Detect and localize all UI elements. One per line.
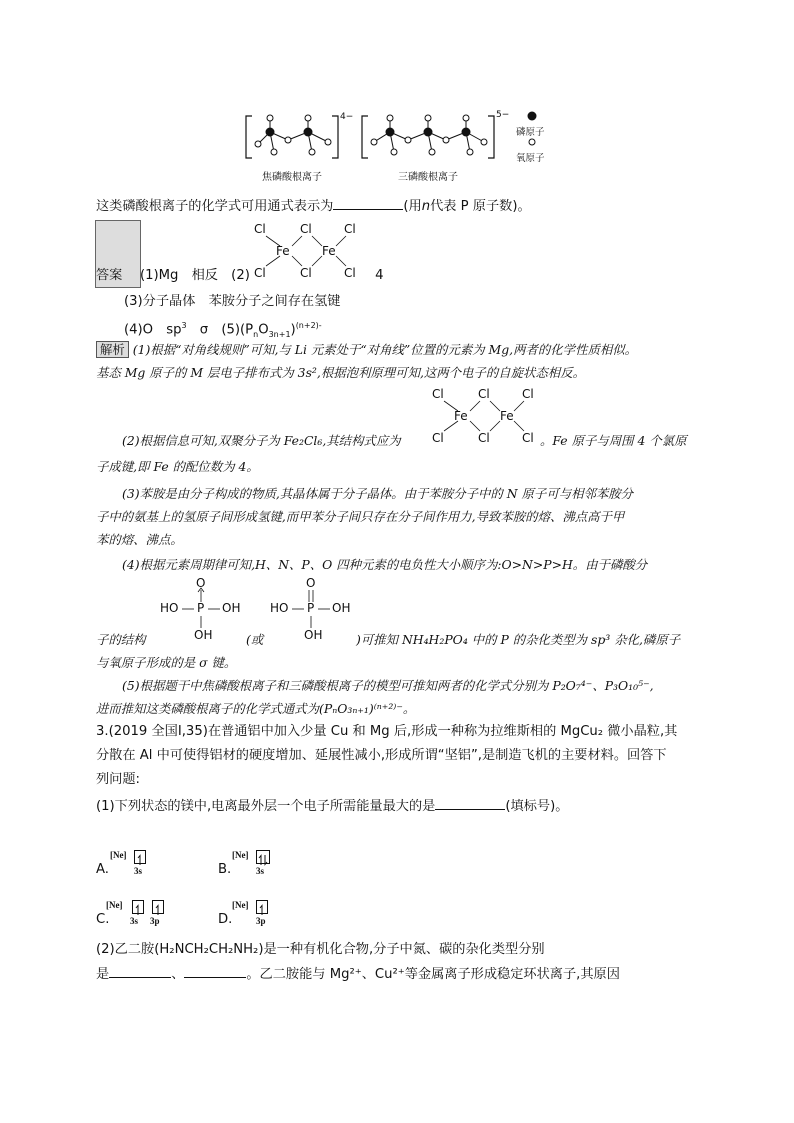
oh-group: OH: [194, 628, 213, 642]
fe-atom: Fe: [500, 409, 514, 423]
pyro-label: 焦磷酸根离子: [262, 172, 322, 183]
cl-atom: Cl: [300, 266, 312, 280]
cl-atom: Cl: [432, 387, 444, 401]
cl-atom: Cl: [344, 266, 356, 280]
option-d-label: D.: [218, 912, 233, 927]
option-a-ne: [Ne]: [110, 850, 127, 860]
q3-sub2-line2: [96, 964, 620, 985]
option-d[interactable]: [218, 896, 298, 930]
orbital-box: [256, 900, 268, 914]
analysis-p3c: 苯的熔、沸点。: [96, 532, 183, 547]
analysis-p1b: 基态 Mg 原子的 M 层电子排布式为 3s²,根据泡利原理可知,这两个电子的自旋状态相反。: [96, 365, 585, 380]
option-c[interactable]: [96, 896, 176, 930]
tri-label: 三磷酸根离子: [398, 172, 458, 183]
option-b-label: B.: [218, 862, 232, 877]
answer-line-2: (3)分子晶体 苯胺分子之间存在氢键: [124, 294, 341, 309]
ho-group: HO: [160, 601, 179, 615]
analysis-p2b: 。Fe 原子与周围 4 个氯原: [540, 433, 687, 448]
orbital-box: [134, 850, 146, 864]
analysis-p4a: (4)根据元素周期律可知,H、N、P、O 四种元素的电负性大小顺序为:O>N>P>H。由于磷酸分: [122, 557, 648, 572]
orbital-box: [132, 900, 144, 914]
answer-4: (4)O sp: [124, 322, 182, 338]
analysis-p5a: (5)根据题干中焦磷酸根离子和三磷酸根离子的模型可推知两者的化学式分别为 P₂O₇⁴⁻、P₃O₁₀⁵⁻,: [122, 678, 654, 693]
legend-o-label: 氧原子: [516, 153, 545, 164]
analysis-tag: 解析: [96, 341, 129, 358]
option-b[interactable]: [218, 846, 298, 880]
sp3-sup: 3: [181, 321, 187, 330]
fe-atom: Fe: [276, 244, 290, 258]
analysis-p4b3: )可推知 NH₄H₂PO₄ 中的 P 的杂化类型为 sp³ 杂化,磷原子: [356, 632, 681, 647]
sub-3n1: 3n+1: [268, 330, 291, 340]
question-suffix2: 代表 P 原子数)。: [430, 199, 531, 214]
q3-sub1-blank[interactable]: [435, 796, 505, 810]
analysis-p5b: 进而推知这类磷酸根离子的化学式通式为(PₙO₃ₙ₊₁)⁽ⁿ⁺²⁾⁻。: [96, 701, 416, 716]
o-atom: O: [306, 576, 316, 590]
option-c-orb2: 3p: [150, 916, 160, 926]
option-b-orb1: 3s: [256, 866, 265, 876]
o-atom: O: [196, 576, 206, 590]
analysis-p1a: [96, 340, 637, 360]
orbital-box: [256, 850, 270, 864]
answer-5c: ): [290, 322, 296, 338]
q3-sub2-sep: 、: [171, 967, 185, 982]
phosphoric-acid-structure-2: [270, 576, 360, 640]
option-a[interactable]: [96, 846, 176, 880]
paired-spin-arrows-icon: [257, 854, 269, 866]
q3-sub1-text: (1)下列状态的镁中,电离最外层一个电子所需能量最大的是: [96, 799, 436, 814]
q3-sub2-blank-c[interactable]: [184, 964, 246, 978]
spin-up-arrow-icon: [153, 904, 163, 916]
cl-atom: Cl: [478, 431, 490, 445]
answer-5b: O: [258, 322, 269, 338]
tri-charge: 5−: [496, 110, 510, 120]
cl-atom: Cl: [344, 222, 356, 236]
cl-atom: Cl: [522, 431, 534, 445]
fe2cl6-structure-analysis: [430, 387, 542, 447]
cl-atom: Cl: [300, 222, 312, 236]
analysis-p4b1: 子的结构: [96, 632, 146, 647]
option-b-ne: [Ne]: [232, 850, 249, 860]
fe2cl6-structure-answer: [250, 222, 362, 282]
fe-atom: Fe: [322, 244, 336, 258]
ho-group: HO: [270, 601, 289, 615]
sub-n: n: [253, 330, 259, 340]
answer-blank[interactable]: [333, 196, 403, 210]
option-a-label: A.: [96, 862, 109, 877]
option-c-ne: [Ne]: [106, 900, 123, 910]
option-d-ne: [Ne]: [232, 900, 249, 910]
phosphate-figure: [240, 108, 560, 186]
option-d-orb2: 3p: [256, 916, 266, 926]
analysis-p2a: (2)根据信息可知,双聚分子为 Fe₂Cl₆,其结构式应为: [122, 433, 401, 448]
question-suffix: (用: [403, 199, 422, 214]
q3-sub1: [96, 796, 568, 817]
q3-sub2-line1: (2)乙二胺(H₂NCH₂CH₂NH₂)是一种有机化合物,分子中氮、碳的杂化类型分别: [96, 942, 545, 957]
option-c-label: C.: [96, 912, 110, 927]
phosphoric-acid-structure-1: [160, 576, 250, 640]
option-a-orb1: 3s: [134, 866, 143, 876]
analysis-p2c: 子成键,即 Fe 的配位数为 4。: [96, 459, 259, 474]
legend-p-label: 磷原子: [516, 127, 545, 138]
cl-atom: Cl: [254, 222, 266, 236]
p-atom: P: [197, 601, 205, 615]
q3-line3: 列问题:: [96, 772, 141, 787]
cl-atom: Cl: [432, 431, 444, 445]
option-c-orb1: 3s: [130, 916, 139, 926]
variable-n: n: [421, 199, 431, 214]
p-atom: P: [307, 601, 315, 615]
question-prefix: 这类磷酸根离子的化学式可用通式表示为: [96, 199, 334, 214]
analysis-p3a: (3)苯胺是由分子构成的物质,其晶体属于分子晶体。由于苯胺分子中的 N 原子可与相邻苯胺分: [122, 486, 634, 501]
analysis-text: (1)根据“对角线规则”可知,与 Li 元素处于“对角线”位置的元素为 Mg,两者的化学性质相似。: [132, 342, 638, 357]
cl-atom: Cl: [522, 387, 534, 401]
orbital-box: [152, 900, 164, 914]
q3-line1: 3.(2019 全国Ⅰ,35)在普通铝中加入少量 Cu 和 Mg 后,形成一种称为拉维斯相的 MgCu₂ 微小晶粒,其: [96, 724, 678, 739]
q3-sub2-blank-n[interactable]: [109, 964, 171, 978]
answer-1-2: (1)Mg 相反 (2): [140, 268, 250, 283]
cl-atom: Cl: [478, 387, 490, 401]
oh-group: OH: [332, 601, 351, 615]
q3-line2: 分散在 Al 中可使得铝材的硬度增加、延展性减小,形成所谓“坚铝”,是制造飞机的主要材料。回答下: [96, 748, 667, 763]
answer-tag: 答案: [96, 268, 123, 283]
spin-up-arrow-icon: [133, 904, 143, 916]
question-general-formula: [96, 196, 531, 217]
q3-sub2-suffix: 。乙二胺能与 Mg²⁺、Cu²⁺等金属离子形成稳定环状离子,其原因: [246, 967, 620, 982]
spin-up-arrow-icon: [257, 904, 267, 916]
answer-5a: σ (5)(P: [186, 322, 254, 338]
analysis-p4b2: (或: [246, 632, 264, 647]
q3-sub2-prefix: 是: [96, 967, 110, 982]
analysis-p3b: 子中的氨基上的氢原子间形成氢键,而甲苯分子间只存在分子间作用力,导致苯胺的熔、沸点高于甲: [96, 509, 625, 524]
oh-group: OH: [304, 628, 323, 642]
answer-line-1: [140, 266, 250, 286]
fe-atom: Fe: [454, 409, 468, 423]
pyro-charge: 4−: [340, 112, 354, 122]
charge-sup: (n+2)-: [295, 321, 322, 330]
cl-atom: Cl: [254, 266, 266, 280]
analysis-p4c: 与氧原子形成的是 σ 键。: [96, 655, 237, 670]
answer-coordination: 4: [362, 268, 384, 283]
spin-up-arrow-icon: [135, 854, 145, 866]
q3-sub1-suffix: (填标号)。: [505, 799, 569, 814]
oh-group: OH: [222, 601, 241, 615]
